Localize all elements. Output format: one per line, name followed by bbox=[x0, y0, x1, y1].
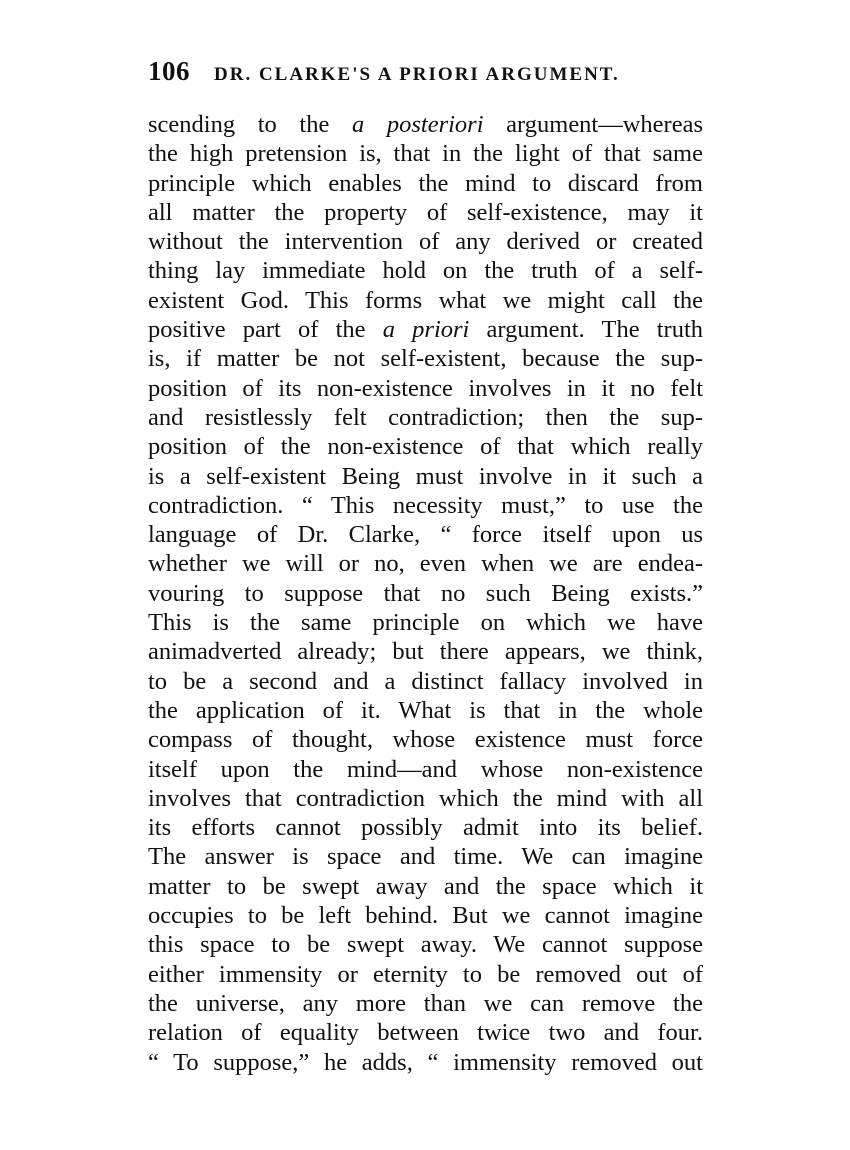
text-segment: the application of it. What is that in the whole bbox=[148, 696, 703, 724]
text-line bbox=[148, 842, 703, 871]
text-line bbox=[148, 227, 703, 256]
text-line bbox=[148, 491, 703, 520]
text-line bbox=[148, 667, 703, 696]
text-segment: matter to be swept away and the space which it bbox=[148, 872, 703, 900]
text-segment: either immensity or eternity to be removed out of bbox=[148, 960, 703, 988]
running-header bbox=[148, 56, 708, 90]
text-line bbox=[148, 198, 703, 227]
text-segment: “ To suppose,” he adds, “ immensity removed out bbox=[148, 1048, 703, 1076]
text-segment: itself upon the mind—and whose non-existence bbox=[148, 755, 703, 783]
text-line bbox=[148, 901, 703, 930]
text-line bbox=[148, 725, 703, 754]
text-line bbox=[148, 520, 703, 549]
text-segment: its efforts cannot possibly admit into its belief. bbox=[148, 814, 703, 842]
text-line bbox=[148, 374, 703, 403]
text-line bbox=[148, 256, 703, 285]
text-line bbox=[148, 784, 703, 813]
text-segment: is a self-existent Being must involve in it such a bbox=[148, 462, 703, 490]
text-segment: principle which enables the mind to discard from bbox=[148, 169, 703, 197]
text-segment: to be a second and a distinct fallacy involved in bbox=[148, 667, 703, 695]
text-segment: this space to be swept away. We cannot suppose bbox=[148, 931, 703, 959]
text-segment: and resistlessly felt contradiction; then the sup- bbox=[148, 403, 703, 431]
text-segment: This is the same principle on which we have bbox=[148, 609, 703, 637]
text-segment: position of the non-existence of that which really bbox=[148, 433, 703, 461]
text-segment: positive part of the bbox=[148, 316, 383, 344]
text-line bbox=[148, 139, 703, 168]
text-line bbox=[148, 755, 703, 784]
text-line bbox=[148, 608, 703, 637]
text-line bbox=[148, 549, 703, 578]
text-segment: relation of equality between twice two and four. bbox=[148, 1019, 703, 1047]
text-line bbox=[148, 432, 703, 461]
text-segment: involves that contradiction which the mind with all bbox=[148, 784, 703, 812]
text-segment: scending to the bbox=[148, 111, 352, 138]
text-line bbox=[148, 344, 703, 373]
text-segment: without the intervention of any derived or created bbox=[148, 228, 703, 256]
text-line bbox=[148, 637, 703, 666]
text-line bbox=[148, 579, 703, 608]
text-segment: the high pretension is, that in the light of that same bbox=[148, 140, 703, 168]
text-line bbox=[148, 110, 703, 139]
text-line bbox=[148, 930, 703, 959]
text-line bbox=[148, 403, 703, 432]
text-segment: whether we will or no, even when we are endea- bbox=[148, 550, 703, 578]
text-line bbox=[148, 462, 703, 491]
text-line bbox=[148, 989, 703, 1018]
body-text bbox=[148, 110, 703, 1077]
text-segment: occupies to be left behind. But we cannot imagine bbox=[148, 902, 703, 930]
text-segment: animadverted already; but there appears, we think, bbox=[148, 638, 703, 666]
text-segment: The answer is space and time. We can imagine bbox=[148, 843, 703, 871]
text-line bbox=[148, 872, 703, 901]
text-line bbox=[148, 813, 703, 842]
text-line bbox=[148, 169, 703, 198]
text-segment: is, if matter be not self-existent, because the sup- bbox=[148, 345, 703, 373]
text-segment: the universe, any more than we can remove the bbox=[148, 989, 703, 1017]
text-segment: contradiction. “ This necessity must,” to use the bbox=[148, 491, 703, 519]
text-segment: vouring to suppose that no such Being exists.” bbox=[148, 579, 703, 607]
italic-phrase: a posteriori bbox=[351, 111, 484, 138]
text-line bbox=[148, 1018, 703, 1047]
text-line bbox=[148, 315, 703, 344]
text-segment: argument. The truth bbox=[469, 316, 703, 344]
text-line bbox=[148, 696, 703, 725]
page-number: 106 bbox=[148, 56, 190, 86]
text-segment: compass of thought, whose existence must force bbox=[148, 726, 703, 754]
text-segment: argument—whereas bbox=[483, 111, 703, 138]
running-head-title: DR. CLARKE'S A PRIORI ARGUMENT. bbox=[214, 64, 620, 85]
text-line bbox=[148, 1048, 703, 1077]
text-segment: position of its non-existence involves in it no felt bbox=[148, 374, 703, 402]
text-segment: all matter the property of self-existence, may it bbox=[148, 198, 703, 226]
text-line bbox=[148, 960, 703, 989]
text-line bbox=[148, 286, 703, 315]
text-segment: existent God. This forms what we might call the bbox=[148, 286, 703, 314]
italic-phrase: a priori bbox=[382, 316, 470, 344]
text-segment: thing lay immediate hold on the truth of a self- bbox=[148, 257, 703, 285]
text-segment: language of Dr. Clarke, “ force itself upon us bbox=[148, 521, 703, 549]
